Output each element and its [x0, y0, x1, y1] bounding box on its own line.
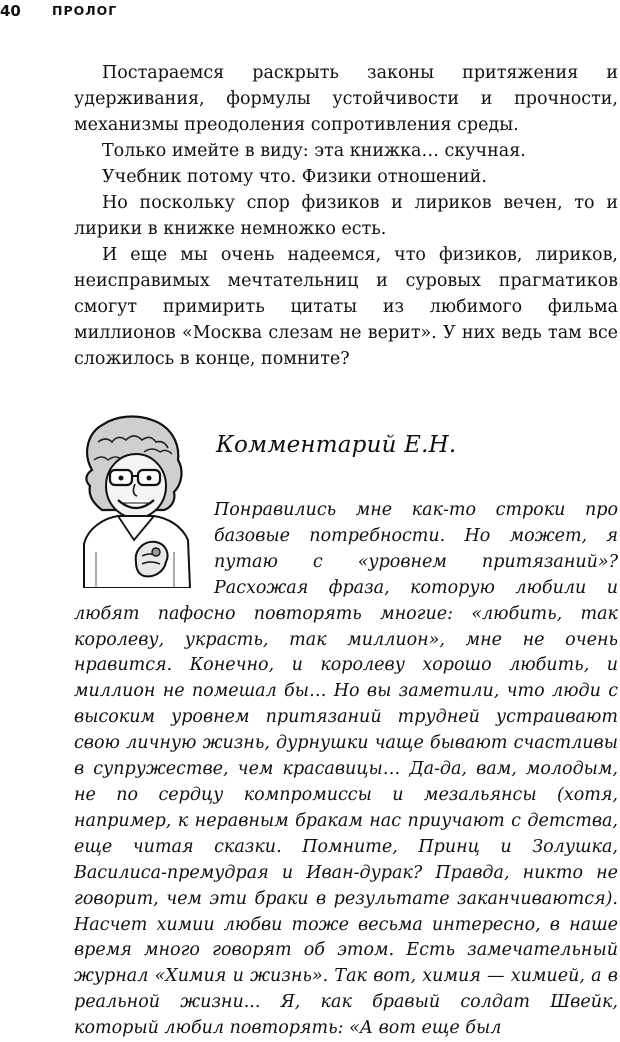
comment-text-block — [74, 498, 618, 1042]
paragraph: Учебник потому что. Физики отношений. — [102, 167, 487, 187]
page-header — [0, 2, 620, 24]
portrait-spacer — [74, 498, 214, 594]
running-title: ПРОЛОГ — [52, 3, 118, 18]
comment-title: Комментарий Е.Н. — [216, 432, 457, 458]
body-text — [74, 60, 618, 372]
paragraph: Но поскольку спор физиков и лириков вечен, то и лирики в книжке немножко есть. — [74, 193, 618, 239]
paragraph: И еще мы очень надеемся, что физиков, лириков, неисправимых мечтательниц и суровых прагматиков смогут примирить цитаты из любимого фильма миллионов «Москва слезам не верит». У них ведь там все сложилось в конце, помните? — [74, 245, 618, 369]
paragraph: Только имейте в виду: эта книжка… скучная. — [102, 141, 526, 161]
page-number: 40 — [0, 2, 21, 20]
paragraph: Постараемся раскрыть законы притяжения и удерживания, формулы устойчивости и прочности, механизмы преодоления сопротивления среды. — [74, 63, 618, 135]
comment-paragraph: Понравились мне как-то строки про базовые потребности. Но может, я путаю с «уровнем притязаний»? Расхожая фраза, которую любили и любят пафосно повторять многие: «любить, так королеву, украсть, так миллион», мне не очень нравится. Конечно, и королеву хорошо любить, и миллион не помешал бы… Но вы заметили, что люди с высоким уровнем притязаний трудней устраивают свою личную жизнь, дурнушки чаще бывают счастливы в супружестве, чем красавицы… Да-да, вам, молодым, не по сердцу компромиссы и мезальянсы (хотя, например, к неравным бракам нас приучают с детства, еще читая сказки. Помните, Принц и Золушка, Василиса-премудрая и Иван-дурак? Правда, никто не говорит, чем эти браки в результате заканчиваются). Насчет химии любви тоже весьма интересно, в наше время много говорят об этом. Есть замечательный журнал «Химия и жизнь». Так вот, химия — химией, а в реальной жизни... Я, как бравый солдат Швейк, который любил повторять: «А вот еще был — [74, 500, 618, 1039]
